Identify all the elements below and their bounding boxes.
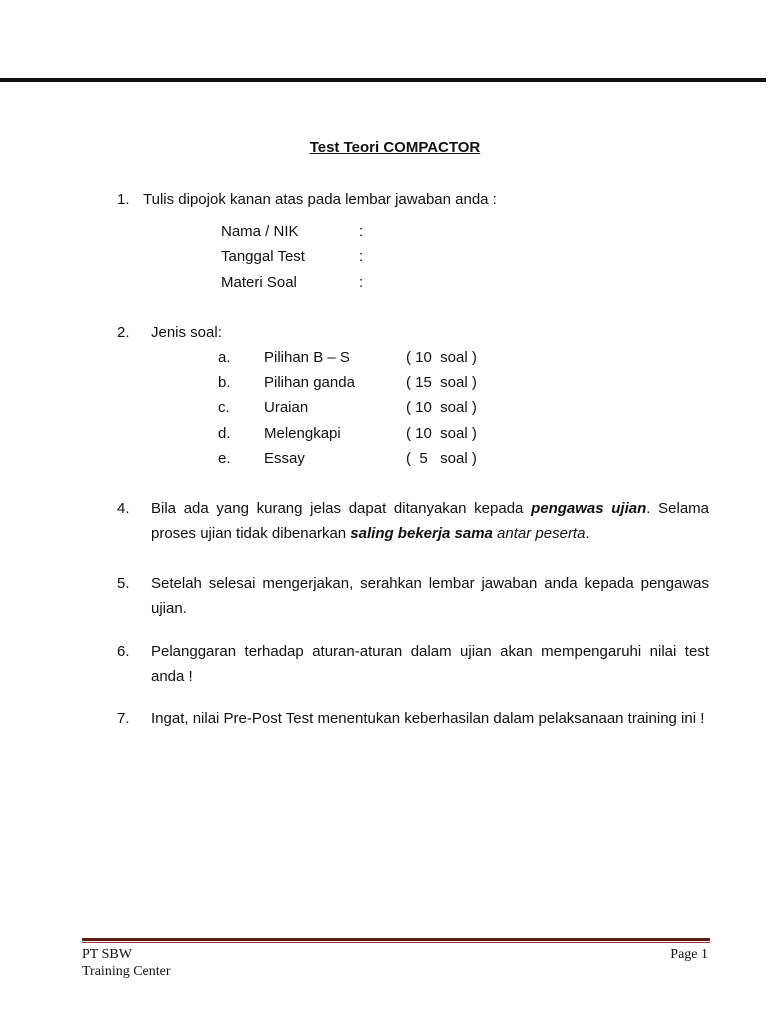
item-2-text: Jenis soal: — [151, 324, 222, 341]
item-2-number: 2. — [117, 324, 130, 341]
question-type-name: Pilihan ganda — [264, 374, 355, 391]
item-4-emphasis-saling: saling bekerja sama — [350, 525, 493, 542]
question-type-count: ( 10 soal ) — [406, 349, 477, 366]
question-type-letter: b. — [218, 374, 231, 391]
item-4-emphasis-pengawas: pengawas ujian — [531, 500, 647, 517]
field-label-materi-soal: Materi Soal — [221, 274, 297, 291]
field-label-nama-nik: Nama / NIK — [221, 223, 299, 240]
question-type-count: ( 15 soal ) — [406, 374, 477, 391]
item-4-number: 4. — [117, 500, 130, 517]
item-6-number: 6. — [117, 643, 130, 660]
item-7-number: 7. — [117, 710, 130, 727]
field-colon-nama-nik: : — [359, 223, 364, 240]
item-4-text-a: Bila ada yang kurang jelas dapat ditanyakan kepada — [151, 500, 532, 517]
footer-rule — [82, 938, 710, 941]
page-title: Test Teori COMPACTOR — [309, 139, 481, 156]
item-1-number: 1. — [117, 191, 130, 208]
question-type-count: ( 10 soal ) — [406, 399, 477, 416]
question-type-letter: a. — [218, 349, 231, 366]
item-5-number: 5. — [117, 575, 130, 592]
item-5-text: Setelah selesai mengerjakan, serahkan lembar jawaban anda kepada pengawas ujian. — [151, 575, 709, 617]
item-4-text — [151, 496, 709, 546]
footer-company: PT SBW — [82, 947, 132, 962]
question-type-count: ( 5 soal ) — [406, 450, 477, 467]
field-label-tanggal-test: Tanggal Test — [221, 248, 305, 265]
question-type-name: Melengkapi — [264, 425, 341, 442]
item-1-text: Tulis dipojok kanan atas pada lembar jawaban anda : — [143, 191, 497, 208]
question-type-name: Uraian — [264, 399, 309, 416]
question-type-letter: c. — [218, 399, 230, 416]
field-colon-materi-soal: : — [359, 274, 364, 291]
question-type-letter: d. — [218, 425, 231, 442]
item-6-text: Pelanggaran terhadap aturan-aturan dalam ujian akan mempengaruhi nilai test anda ! — [151, 643, 709, 685]
item-4-text-b: . Selama proses ujian tidak dibenarkan — [151, 500, 709, 542]
item-4-text-d: . — [585, 525, 590, 542]
field-colon-tanggal-test: : — [359, 248, 364, 265]
item-4-italic-peserta: antar peserta — [492, 525, 586, 542]
question-type-name: Pilihan B – S — [264, 349, 350, 366]
question-type-letter: e. — [218, 450, 231, 467]
item-7-text: Ingat, nilai Pre-Post Test menentukan keberhasilan dalam pelaksanaan training ini ! — [151, 710, 705, 727]
header-rule — [0, 78, 766, 82]
footer-page-number: Page 1 — [670, 947, 708, 962]
question-type-count: ( 10 soal ) — [406, 425, 477, 442]
question-type-name: Essay — [264, 450, 305, 467]
footer-rule-thin — [82, 942, 710, 943]
footer-department: Training Center — [82, 964, 171, 979]
